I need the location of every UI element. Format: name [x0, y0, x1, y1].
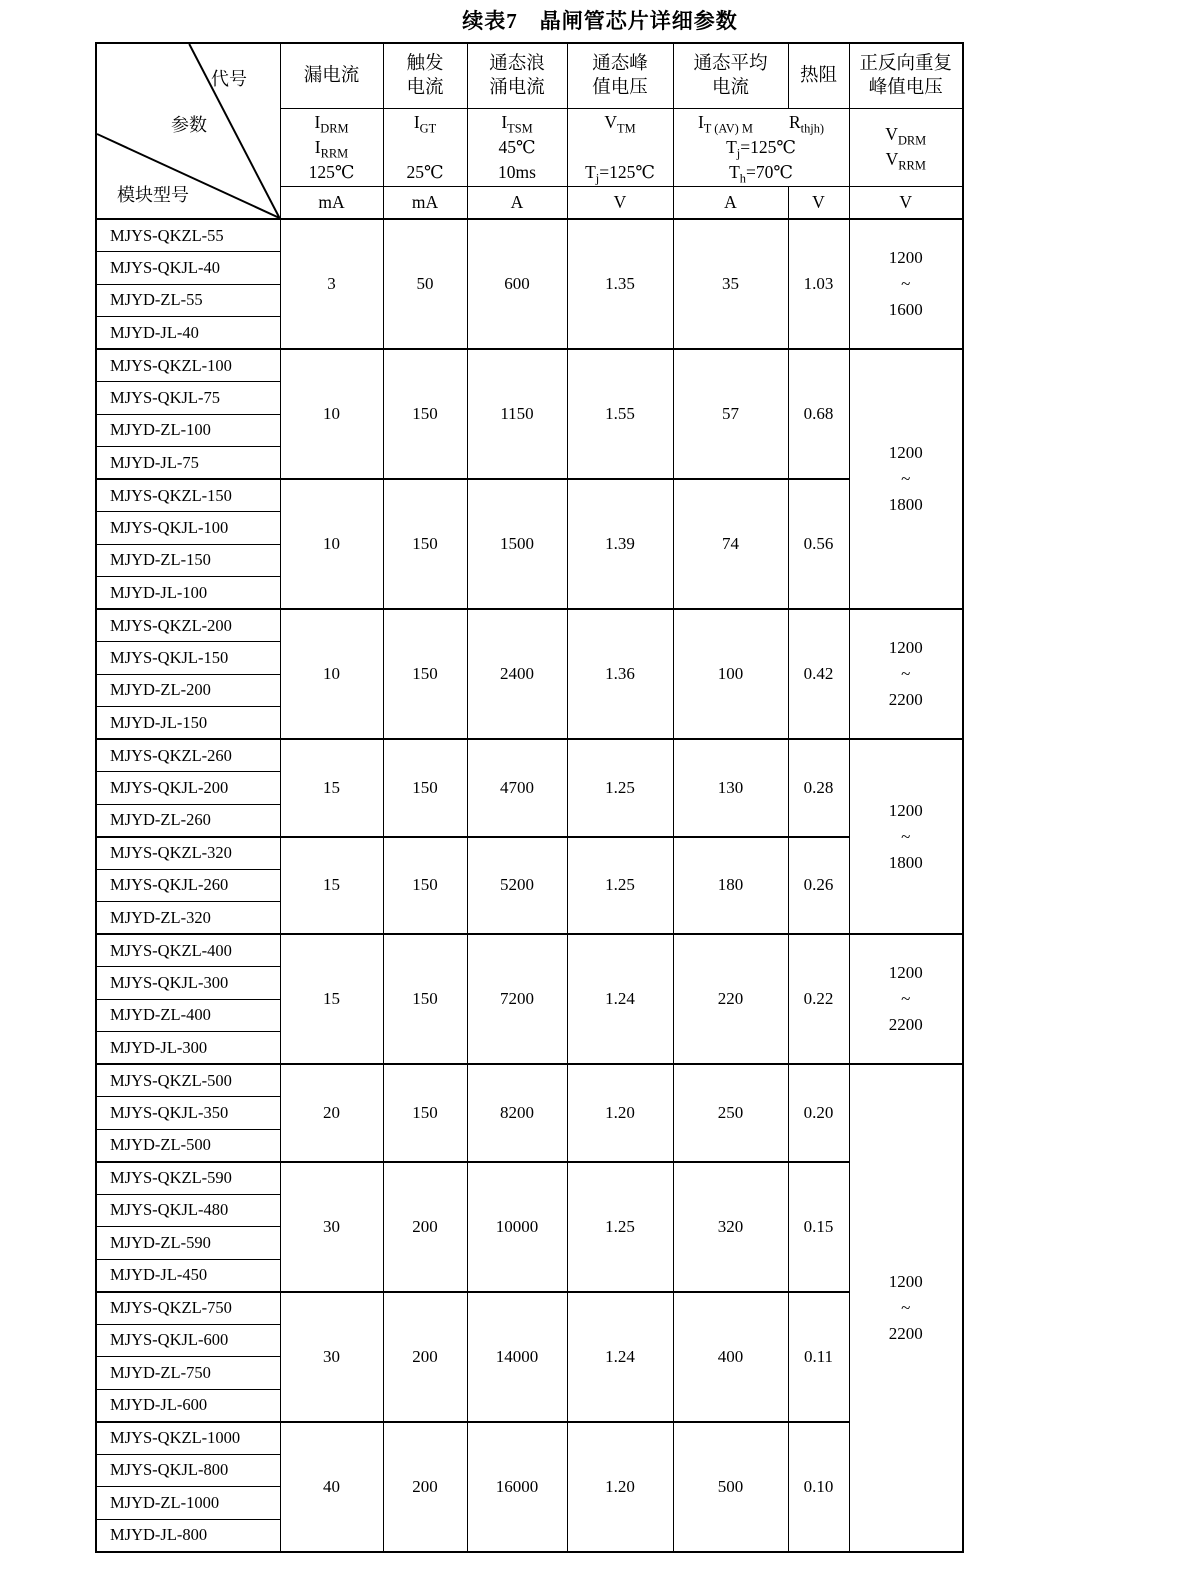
- symbol-surge-current: $I_{TSM}$ 45℃ 10ms: [467, 108, 567, 186]
- table-row: [96, 837, 963, 870]
- symbol-average-current-thermal-resistance: $I_{T (AV) M}$ $R_{thjh)}$ $T_j=125℃$ $T_h=70℃$: [673, 108, 849, 186]
- peak-voltage-cell: 1.24: [567, 1292, 673, 1422]
- peak-voltage-cell: 1.20: [567, 1064, 673, 1162]
- surge-current-cell: 14000: [467, 1292, 567, 1422]
- trigger-current-cell: 150: [383, 934, 467, 1064]
- thermal-resistance-cell: 0.26: [788, 837, 849, 935]
- table-row: [96, 1064, 963, 1097]
- surge-current-cell: 1150: [467, 349, 567, 479]
- surge-current-cell: 2400: [467, 609, 567, 739]
- thermal-resistance-cell: 0.56: [788, 479, 849, 609]
- model-cell: MJYD-ZL-260: [96, 804, 280, 837]
- model-cell: MJYS-QKZL-320: [96, 837, 280, 870]
- col-header-trigger-current: 触发 电流: [383, 43, 467, 108]
- symbol-peak-voltage: $V_{TM}$ $T_j=125℃$: [567, 108, 673, 186]
- trigger-current-cell: 150: [383, 609, 467, 739]
- thermal-resistance-cell: 0.68: [788, 349, 849, 479]
- unit-average-current: A: [673, 186, 788, 219]
- model-cell: MJYS-QKJL-260: [96, 869, 280, 902]
- average-current-cell: 100: [673, 609, 788, 739]
- average-current-cell: 57: [673, 349, 788, 479]
- unit-surge-current: A: [467, 186, 567, 219]
- table-row: [96, 934, 963, 967]
- trigger-current-cell: 200: [383, 1162, 467, 1292]
- symbol-trigger-current: $I_{GT}$ 25℃: [383, 108, 467, 186]
- table-row: [96, 219, 963, 252]
- surge-current-cell: 8200: [467, 1064, 567, 1162]
- model-cell: MJYS-QKZL-1000: [96, 1422, 280, 1455]
- unit-repetitive-peak-voltage: V: [849, 186, 963, 219]
- model-cell: MJYS-QKZL-400: [96, 934, 280, 967]
- col-header-thermal-resistance: 热阻: [788, 43, 849, 108]
- model-cell: MJYD-ZL-750: [96, 1357, 280, 1390]
- model-cell: MJYS-QKJL-75: [96, 382, 280, 415]
- voltage-range-cell: 1200 ~ 2200: [849, 609, 963, 739]
- trigger-current-cell: 200: [383, 1292, 467, 1422]
- peak-voltage-cell: 1.55: [567, 349, 673, 479]
- voltage-range-cell: 1200 ~ 1600: [849, 219, 963, 349]
- surge-current-cell: 10000: [467, 1162, 567, 1292]
- header-row-labels: [96, 43, 963, 108]
- model-cell: MJYS-QKZL-150: [96, 479, 280, 512]
- table-row: [96, 739, 963, 772]
- table-row: [96, 349, 963, 382]
- model-cell: MJYD-ZL-320: [96, 902, 280, 935]
- model-cell: MJYS-QKJL-600: [96, 1324, 280, 1357]
- leakage-current-cell: 15: [280, 739, 383, 837]
- table-row: [96, 1422, 963, 1455]
- corner-cell: [96, 43, 280, 219]
- model-cell: MJYD-ZL-500: [96, 1129, 280, 1162]
- thermal-resistance-cell: 0.22: [788, 934, 849, 1064]
- model-cell: MJYD-ZL-1000: [96, 1487, 280, 1520]
- average-current-cell: 74: [673, 479, 788, 609]
- table-row: [96, 1162, 963, 1195]
- leakage-current-cell: 40: [280, 1422, 383, 1552]
- model-cell: MJYD-ZL-150: [96, 544, 280, 577]
- peak-voltage-cell: 1.25: [567, 1162, 673, 1292]
- model-cell: MJYD-JL-100: [96, 577, 280, 610]
- average-current-cell: 220: [673, 934, 788, 1064]
- trigger-current-cell: 200: [383, 1422, 467, 1552]
- model-cell: MJYD-JL-800: [96, 1519, 280, 1552]
- leakage-current-cell: 20: [280, 1064, 383, 1162]
- leakage-current-cell: 3: [280, 219, 383, 349]
- thermal-resistance-cell: 0.42: [788, 609, 849, 739]
- model-cell: MJYS-QKJL-150: [96, 642, 280, 675]
- surge-current-cell: 4700: [467, 739, 567, 837]
- surge-current-cell: 16000: [467, 1422, 567, 1552]
- symbol-rth: $R_{thjh)}$: [788, 111, 825, 135]
- model-cell: MJYD-ZL-400: [96, 999, 280, 1032]
- model-cell: MJYD-ZL-55: [96, 284, 280, 317]
- model-cell: MJYD-ZL-200: [96, 674, 280, 707]
- thermal-resistance-cell: 1.03: [788, 219, 849, 349]
- surge-current-cell: 1500: [467, 479, 567, 609]
- model-cell: MJYD-JL-600: [96, 1389, 280, 1422]
- peak-voltage-cell: 1.25: [567, 739, 673, 837]
- model-cell: MJYS-QKZL-500: [96, 1064, 280, 1097]
- corner-label-code: 代号: [211, 69, 247, 89]
- trigger-current-cell: 150: [383, 349, 467, 479]
- col-header-peak-voltage: 通态峰 值电压: [567, 43, 673, 108]
- model-cell: MJYS-QKJL-480: [96, 1194, 280, 1227]
- average-current-cell: 250: [673, 1064, 788, 1162]
- model-cell: MJYS-QKZL-200: [96, 609, 280, 642]
- model-cell: MJYD-ZL-100: [96, 414, 280, 447]
- thermal-resistance-cell: 0.15: [788, 1162, 849, 1292]
- peak-voltage-cell: 1.24: [567, 934, 673, 1064]
- col-header-average-current: 通态平均 电流: [673, 43, 788, 108]
- model-cell: MJYS-QKZL-590: [96, 1162, 280, 1195]
- model-cell: MJYS-QKZL-750: [96, 1292, 280, 1325]
- surge-current-cell: 600: [467, 219, 567, 349]
- average-current-cell: 180: [673, 837, 788, 935]
- unit-thermal-resistance: V: [788, 186, 849, 219]
- leakage-current-cell: 15: [280, 837, 383, 935]
- model-cell: MJYS-QKJL-40: [96, 252, 280, 285]
- peak-voltage-cell: 1.39: [567, 479, 673, 609]
- table-body: [96, 219, 963, 1552]
- model-cell: MJYS-QKJL-800: [96, 1454, 280, 1487]
- model-cell: MJYS-QKZL-260: [96, 739, 280, 772]
- parameters-table-wrap: [95, 42, 964, 1553]
- leakage-current-cell: 10: [280, 609, 383, 739]
- symbol-leakage-current: $I_{DRM}$ $I_{RRM}$ 125℃: [280, 108, 383, 186]
- unit-trigger-current: mA: [383, 186, 467, 219]
- model-cell: MJYS-QKJL-200: [96, 772, 280, 805]
- voltage-range-cell: 1200 ~ 1800: [849, 349, 963, 609]
- peak-voltage-cell: 1.25: [567, 837, 673, 935]
- average-current-cell: 320: [673, 1162, 788, 1292]
- model-cell: MJYD-ZL-590: [96, 1227, 280, 1260]
- average-current-cell: 400: [673, 1292, 788, 1422]
- model-cell: MJYD-JL-450: [96, 1259, 280, 1292]
- average-current-cell: 35: [673, 219, 788, 349]
- trigger-current-cell: 150: [383, 1064, 467, 1162]
- symbol-repetitive-peak-voltage: $V_{DRM}$ $V_{RRM}$: [849, 108, 963, 186]
- peak-voltage-cell: 1.36: [567, 609, 673, 739]
- model-cell: MJYD-JL-40: [96, 317, 280, 350]
- corner-label-model: 模块型号: [117, 185, 189, 205]
- corner-label-param: 参数: [171, 115, 207, 135]
- leakage-current-cell: 10: [280, 479, 383, 609]
- peak-voltage-cell: 1.35: [567, 219, 673, 349]
- model-cell: MJYS-QKZL-55: [96, 219, 280, 252]
- unit-leakage-current: mA: [280, 186, 383, 219]
- surge-current-cell: 7200: [467, 934, 567, 1064]
- trigger-current-cell: 150: [383, 837, 467, 935]
- model-cell: MJYS-QKJL-100: [96, 512, 280, 545]
- thermal-resistance-cell: 0.10: [788, 1422, 849, 1552]
- leakage-current-cell: 10: [280, 349, 383, 479]
- table-row: [96, 1292, 963, 1325]
- parameters-table: [95, 42, 964, 1553]
- peak-voltage-cell: 1.20: [567, 1422, 673, 1552]
- table-row: [96, 609, 963, 642]
- average-current-cell: 130: [673, 739, 788, 837]
- voltage-range-cell: 1200 ~ 1800: [849, 739, 963, 934]
- thermal-resistance-cell: 0.20: [788, 1064, 849, 1162]
- leakage-current-cell: 30: [280, 1292, 383, 1422]
- model-cell: MJYD-JL-300: [96, 1032, 280, 1065]
- trigger-current-cell: 150: [383, 739, 467, 837]
- unit-peak-voltage: V: [567, 186, 673, 219]
- col-header-repetitive-peak-voltage: 正反向重复 峰值电压: [849, 43, 963, 108]
- table-row: [96, 479, 963, 512]
- surge-current-cell: 5200: [467, 837, 567, 935]
- leakage-current-cell: 30: [280, 1162, 383, 1292]
- model-cell: MJYD-JL-150: [96, 707, 280, 740]
- symbol-it-av-m: $I_{T (AV) M}$: [697, 111, 753, 135]
- page-title: 续表7 晶闸管芯片详细参数: [462, 9, 738, 33]
- model-cell: MJYS-QKJL-350: [96, 1097, 280, 1130]
- leakage-current-cell: 15: [280, 934, 383, 1064]
- thermal-resistance-cell: 0.11: [788, 1292, 849, 1422]
- model-cell: MJYS-QKJL-300: [96, 967, 280, 1000]
- voltage-range-cell: 1200 ~ 2200: [849, 934, 963, 1064]
- model-cell: MJYS-QKZL-100: [96, 349, 280, 382]
- model-cell: MJYD-JL-75: [96, 447, 280, 480]
- trigger-current-cell: 150: [383, 479, 467, 609]
- trigger-current-cell: 50: [383, 219, 467, 349]
- col-header-surge-current: 通态浪 涌电流: [467, 43, 567, 108]
- thermal-resistance-cell: 0.28: [788, 739, 849, 837]
- col-header-leakage-current: 漏电流: [280, 43, 383, 108]
- voltage-range-cell: 1200 ~ 2200: [849, 1064, 963, 1552]
- average-current-cell: 500: [673, 1422, 788, 1552]
